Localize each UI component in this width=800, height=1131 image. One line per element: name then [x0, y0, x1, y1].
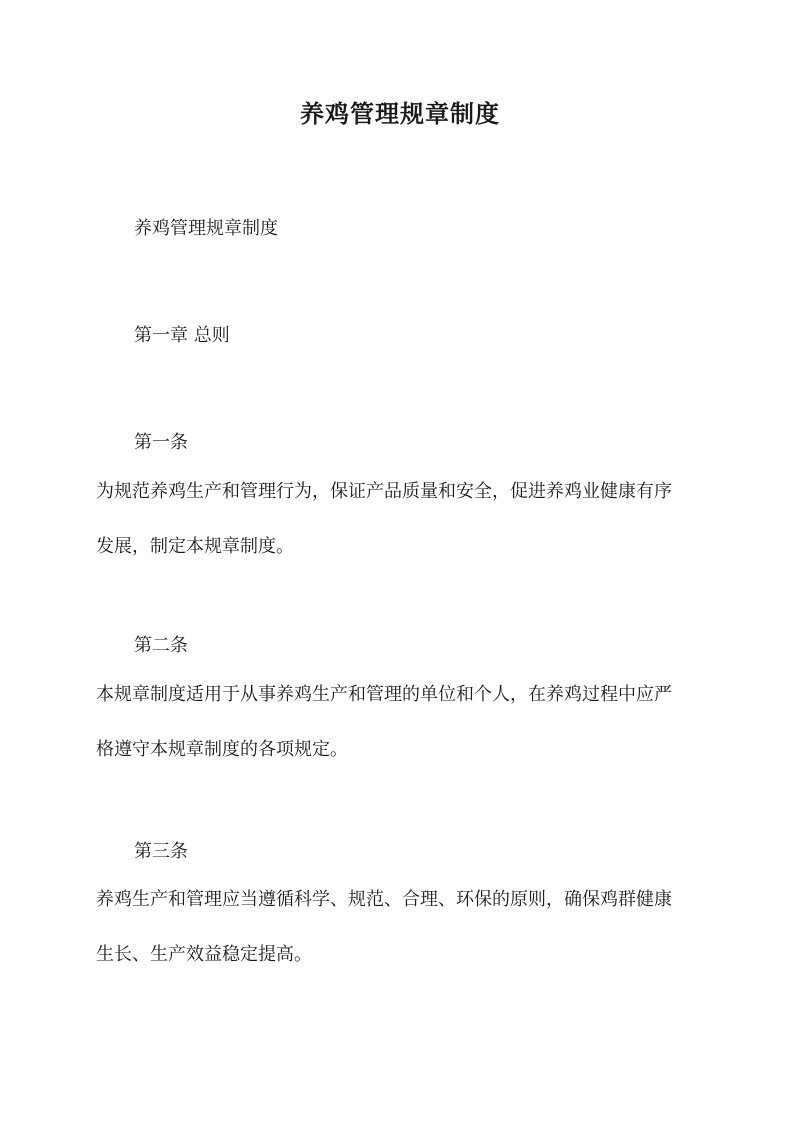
paragraph-line: 为规范养鸡生产和管理行为，保证产品质量和安全，促进养鸡业健康有序: [96, 481, 672, 502]
article-body: [96, 478, 716, 561]
paragraph-line: 养鸡生产和管理应当遵循科学、规范、合理、环保的原则，确保鸡群健康: [96, 889, 672, 910]
article-heading: 第二条: [134, 635, 188, 656]
article-body: [96, 886, 716, 969]
chapter-heading: 第一章 总则: [134, 325, 230, 346]
article-heading: 第一条: [134, 432, 188, 453]
paragraph-line: 发展，制定本规章制度。: [96, 536, 294, 557]
document-title: 养鸡管理规章制度: [300, 99, 500, 128]
paragraph-line: 本规章制度适用于从事养鸡生产和管理的单位和个人，在养鸡过程中应严: [96, 684, 672, 705]
document-subtitle: 养鸡管理规章制度: [134, 218, 278, 239]
article-heading: 第三条: [134, 841, 188, 862]
article-body: [96, 681, 716, 764]
paragraph-line: 格遵守本规章制度的各项规定。: [96, 739, 348, 760]
paragraph-line: 生长、生产效益稳定提高。: [96, 944, 312, 965]
